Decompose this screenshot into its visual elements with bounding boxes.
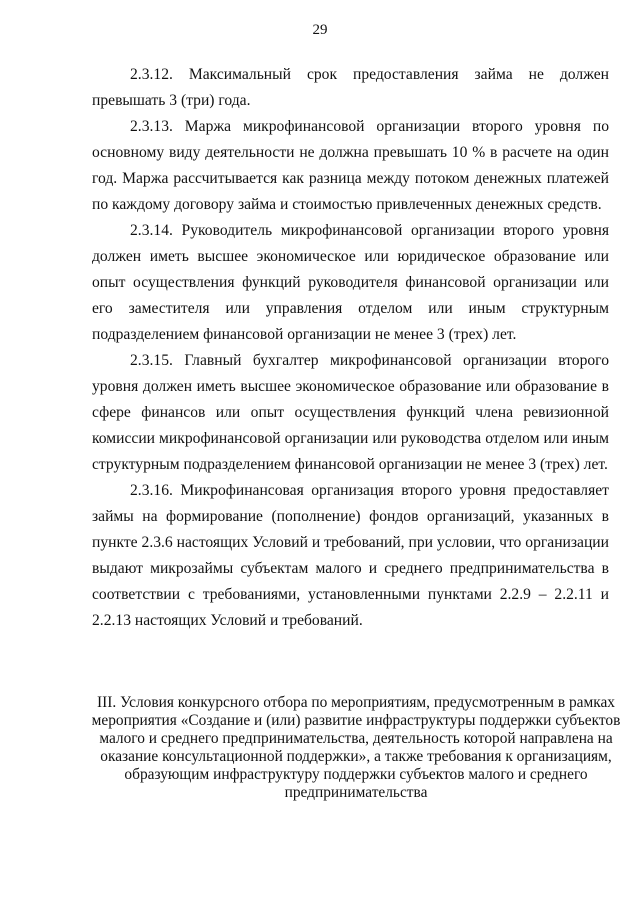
paragraph-2-3-15: 2.3.15. Главный бухгалтер микрофинансовой организации второго уровня должен иметь высшее экономическое образование или образование в сфере финансов или опыт осуществления функций члена ревизионной комиссии микрофинансовой организации или руководства отделом или иным структурным подразделением финансовой организации не менее 3 (трех) лет. bbox=[92, 352, 609, 473]
paragraph-2-3-14: 2.3.14. Руководитель микрофинансовой организации второго уровня должен иметь высшее экономическое или юридическое образование или опыт осуществления функций руководителя финансовой организации или его заместителя или управления отделом или иным структурным подразделением финансовой организации не менее 3 (трех) лет. bbox=[92, 222, 609, 343]
document-body bbox=[92, 62, 609, 634]
paragraph-2-3-12: 2.3.12. Максимальный срок предоставления займа не должен превышать 3 (три) года. bbox=[92, 66, 609, 109]
section-heading: III. Условия конкурсного отбора по мероприятиям, предусмотренным в рамках мероприятия «Создание и (или) развитие инфраструктуры поддержки субъектов малого и среднего предпринимательства, деятельность которой направлена на оказание консультационной поддержки», а также требования к организациям, образующим инфраструктуру поддержки субъектов малого и среднего предпринимательства bbox=[91, 694, 621, 801]
page-number: 29 bbox=[312, 22, 328, 38]
paragraph-2-3-16: 2.3.16. Микрофинансовая организация второго уровня предоставляет займы на формирование (пополнение) фондов организаций, указанных в пункте 2.3.6 настоящих Условий и требований, при условии, что организации выдают микрозаймы субъектам малого и среднего предпринимательства в соответствии с требованиями, установленными пунктами 2.2.9 – 2.2.11 и 2.2.13 настоящих Условий и требований. bbox=[92, 482, 609, 629]
paragraph-2-3-13: 2.3.13. Маржа микрофинансовой организации второго уровня по основному виду деятельности не должна превышать 10 % в расчете на один год. Маржа рассчитывается как разница между потоком денежных платежей по каждому договору займа и стоимостью привлеченных денежных средств. bbox=[92, 118, 609, 213]
